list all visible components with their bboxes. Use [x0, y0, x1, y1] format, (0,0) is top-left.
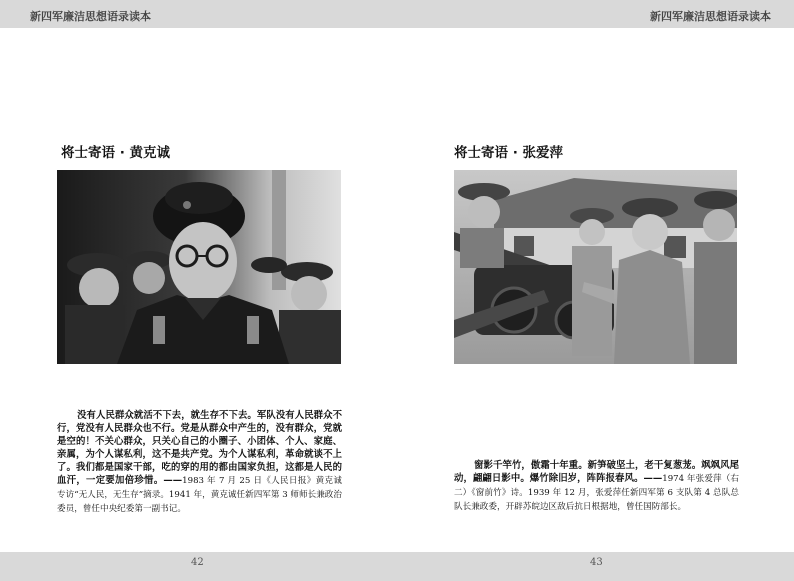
right-quote-source: 1974 年张爱萍（右二）《窗前竹》诗。1939 年 12 月，张爱萍任新四军第 6 支队第 4 总队总队长兼政委，开辟苏皖边区敌后抗日根据地，曾任国防部长。	[454, 474, 739, 512]
bottom-footer-bar	[0, 552, 794, 581]
left-quote-paragraph	[57, 409, 342, 516]
huang-kecheng-photo	[57, 170, 341, 364]
left-quote-text: 没有人民群众就活不下去，就生存不下去。军队没有人民群众不行，党没有人民群众也不行。党是从群众中产生的，没有群众，党就是空的！不关心群众，只关心自己的小圈子、小团体、个人、家庭、亲属，为个人谋私利，这不是共产党。为个人谋私利，革命就谈不上了。我们都是国家干部，吃的穿的用的都由国家负担，这都是人民的血汗，一定要加倍珍惜。——	[57, 410, 342, 486]
left-page-number: 42	[191, 557, 204, 568]
right-page-heading: 将士寄语 · 张爱萍	[454, 145, 564, 161]
right-quote-text: 窗影千竿竹，傲霜十年重。新笋破坚土，老干复葱茏。飒飒风尾动，翩翩日影中。爆竹除旧岁，阵阵报春风。——	[454, 460, 739, 484]
right-quote-paragraph	[454, 459, 739, 514]
zhang-aiping-photo	[454, 170, 737, 364]
left-quote-source: 1983 年 7 月 25 日《人民日报》黄克诚专访“无人民，无生存”摘录。1941 年，黄克诚任新四军第 3 师师长兼政治委员，曾任中央纪委第一副书记。	[57, 476, 342, 514]
right-running-head: 新四军廉洁思想语录读本	[650, 10, 771, 23]
left-page-heading: 将士寄语 · 黄克诚	[61, 145, 171, 161]
right-page-number: 43	[590, 557, 603, 568]
left-running-head: 新四军廉洁思想语录读本	[30, 10, 151, 23]
